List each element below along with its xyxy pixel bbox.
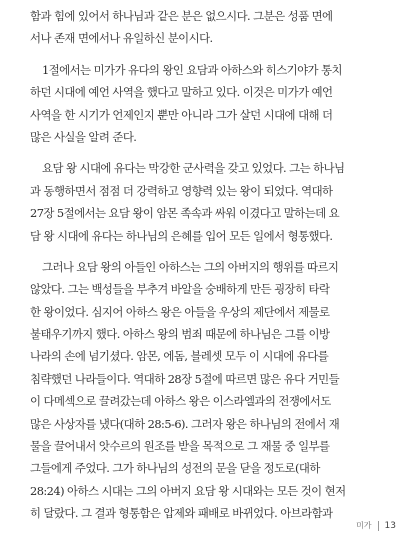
body-text: [30, 5, 392, 525]
text-line: 27장 5절에서는 요담 왕이 암몬 족속과 싸워 이겼다고 말하는데 요: [30, 206, 340, 221]
text-line: 함과 힘에 있어서 하나님과 같은 분은 없으시다. 그분은 성품 면에: [30, 9, 333, 23]
page-number: 13: [384, 520, 396, 531]
text-line: 담 왕 시대에 유다는 하나님의 은혜를 입어 모든 일에서 형통했다.: [30, 228, 333, 243]
paragraph-first-line: 요담 왕 시대에 유다는 막강한 군사력을 갖고 있었다. 그는 하나님: [42, 161, 345, 176]
text-line: 과 동행하면서 점점 더 강력하고 영향력 있는 왕이 되었다. 역대하: [30, 183, 333, 198]
running-title: 미가: [356, 521, 372, 530]
text-line: 이 다메섹으로 끌려갔는데 아하스 왕은 이스라엘과의 전쟁에서도: [30, 394, 331, 409]
page-footer: [356, 520, 396, 531]
text-line: 많은 사상자를 냈다(대하 28:5-6). 그러자 왕은 하나님의 전에서 재: [30, 416, 340, 431]
text-line: 서나 존재 면에서나 유일하신 분이시다.: [30, 31, 213, 46]
text-line: 28:24) 아하스 시대는 그의 아버지 요담 왕 시대와는 모든 것이 현저: [30, 483, 346, 498]
text-line: 물을 끌어내서 앗수르의 원조를 받을 목적으로 그 재물 중 일부를: [30, 439, 330, 454]
text-line: 않았다. 그는 백성들을 부추겨 바알을 숭배하게 만든 굉장히 타락: [30, 282, 330, 297]
paragraph-first-line: 1절에서는 미가가 유다의 왕인 요담과 아하스와 히스기야가 통치: [42, 62, 342, 77]
text-line: 히 달랐다. 그 결과 형통함은 압제와 패배로 바뀌었다. 아브라함과: [30, 506, 333, 521]
text-line: 많은 사실을 알려 준다.: [30, 129, 137, 144]
text-line: 나라의 손에 넘기셨다. 암몬, 에돔, 블레셋 모두 이 시대에 유다를: [30, 349, 329, 364]
footer-divider: [378, 521, 379, 531]
text-line: 하던 시대에 예언 사역을 했다고 말하고 있다. 이것은 미가가 예언: [30, 85, 333, 100]
text-line: 그들에게 주었다. 그가 하나님의 성전의 문을 닫을 정도로(대하: [30, 461, 320, 476]
text-line: 한 왕이었다. 심지어 아하스 왕은 아들을 우상의 제단에서 제물로: [30, 304, 330, 319]
text-line: 불태우기까지 했다. 아하스 왕의 범죄 때문에 하나님은 그를 이방: [30, 327, 330, 342]
text-line: 사역을 한 시기가 언제인지 뿐만 아니라 그가 살던 시대에 대해 더: [30, 107, 333, 122]
paragraph-first-line: 그러나 요담 왕의 아들인 아하스는 그의 아버지의 행위를 따르지: [42, 259, 339, 274]
text-line: 침략했던 나라들이다. 역대하 28장 5절에 따르면 많은 유다 거민들: [30, 371, 340, 386]
